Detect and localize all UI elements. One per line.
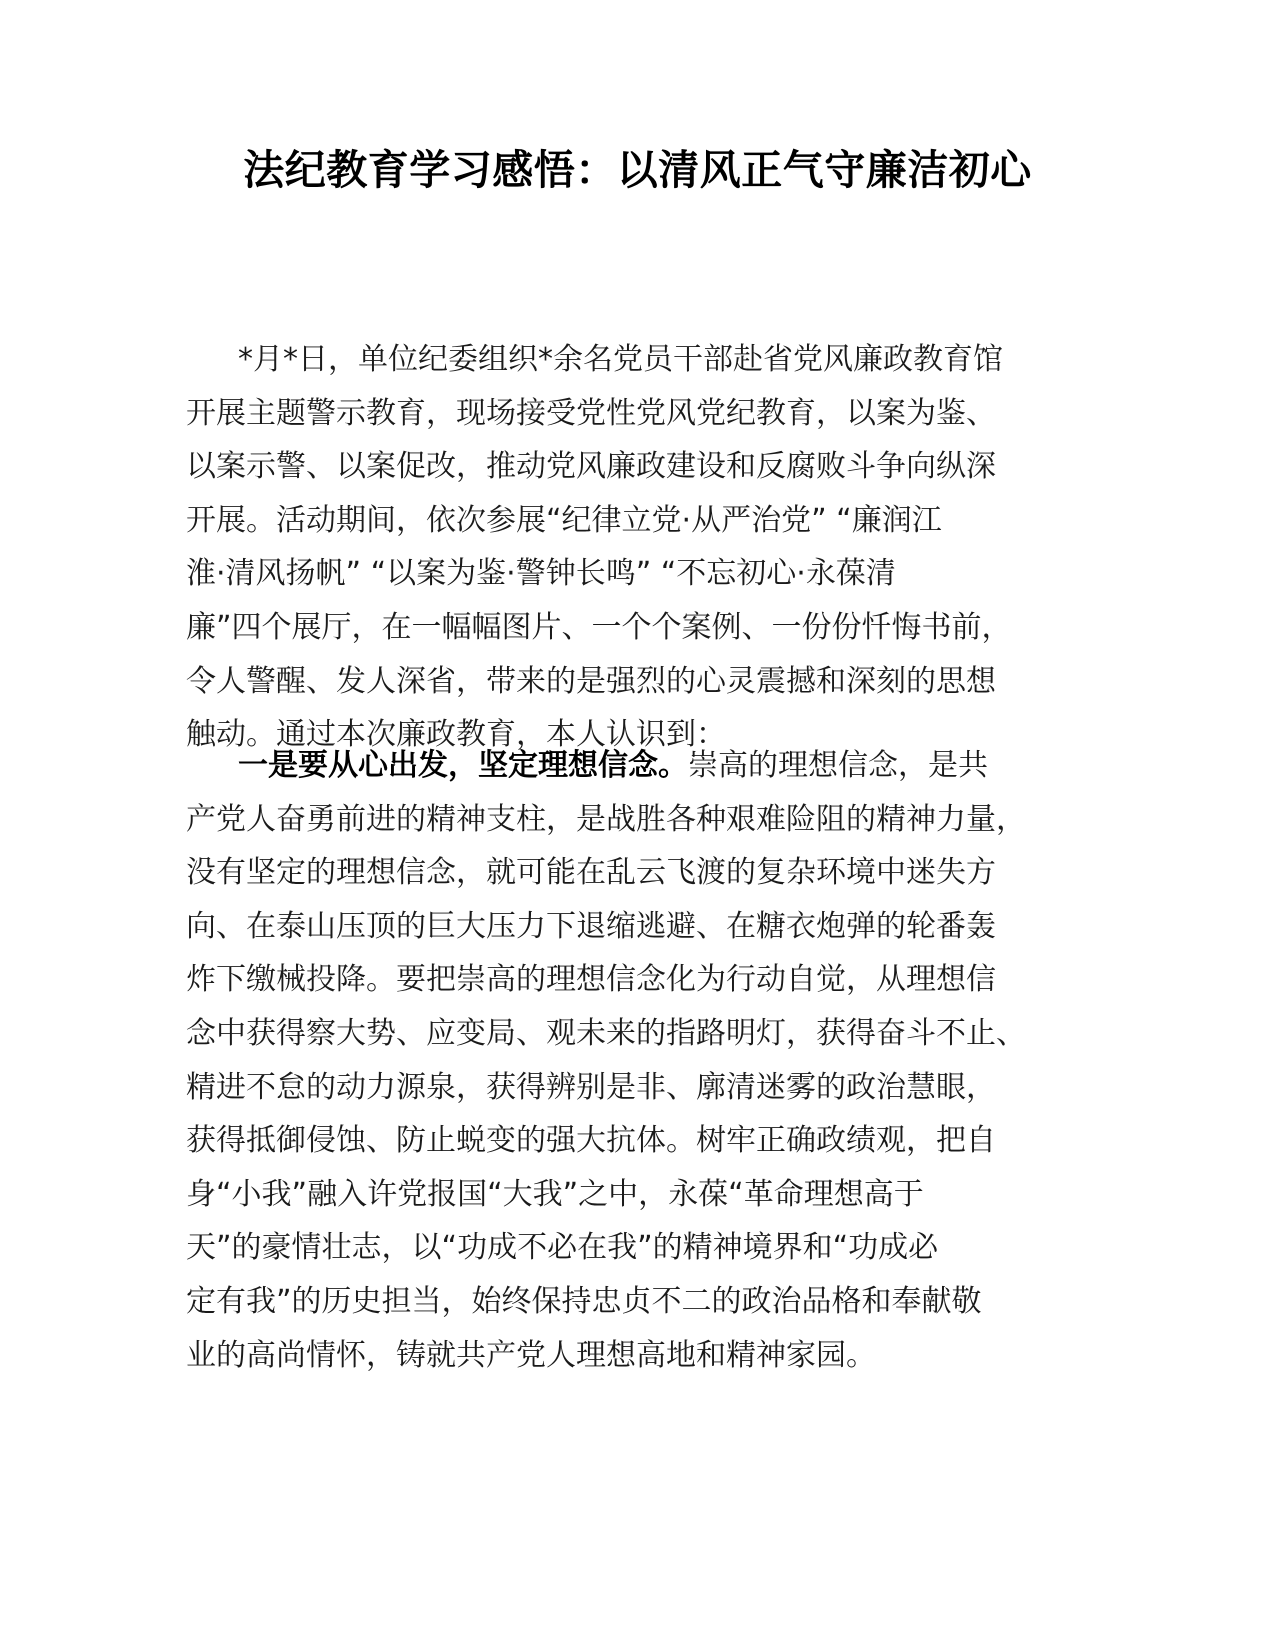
paragraph-line: *月*日，单位纪委组织*余名党员干部赴省党风廉政教育馆 [238, 342, 1003, 377]
paragraph-line: 获得抵御侵蚀、防止蜕变的强大抗体。树牢正确政绩观，把自 [186, 1123, 996, 1159]
paragraph-line: 淮·清风扬帆” “以案为鉴·警钟长鸣” “不忘初心·永葆清 [186, 556, 896, 592]
paragraph-line: 业的高尚情怀，铸就共产党人理想高地和精神家园。 [186, 1337, 876, 1373]
paragraph-first-line [186, 739, 1066, 793]
paragraph-line: 精进不怠的动力源泉，获得辨别是非、廓清迷雾的政治慧眼， [186, 1069, 996, 1105]
paragraph-line: 定有我”的历史担当，始终保持忠贞不二的政治品格和奉献敬 [186, 1283, 982, 1319]
paragraph-line: 廉”四个展厅，在一幅幅图片、一个个案例、一份份忏悔书前， [186, 609, 1012, 645]
document-title: 法纪教育学习感悟：以清风正气守廉洁初心 [243, 146, 1032, 194]
paragraph-line: 以案示警、以案促改，推动党风廉政建设和反腐败斗争向纵深 [186, 449, 996, 485]
paragraph-point-one [186, 739, 1066, 1382]
paragraph-line: 令人警醒、发人深省，带来的是强烈的心灵震撼和深刻的思想 [186, 663, 996, 699]
paragraph-line: 天”的豪情壮志，以“功成不必在我”的精神境界和“功成必 [186, 1230, 939, 1266]
paragraph-line-text: 崇高的理想信念，是共 [688, 748, 988, 783]
paragraph-line: 开展主题警示教育，现场接受党性党风党纪教育，以案为鉴、 [186, 395, 996, 431]
paragraph-line: 触动。通过本次廉政教育，本人认识到： [186, 717, 726, 753]
paragraph-line: 没有坚定的理想信念，就可能在乱云飞渡的复杂环境中迷失方 [186, 855, 996, 891]
paragraph-lead-heading: 一是要从心出发，坚定理想信念。 [238, 748, 688, 783]
paragraph-line: 身“小我”融入许党报国“大我”之中，永葆“革命理想高于 [186, 1176, 924, 1212]
paragraph-line: 炸下缴械投降。要把崇高的理想信念化为行动自觉，从理想信 [186, 962, 996, 998]
paragraph-line: 产党人奋勇前进的精神支柱，是战胜各种艰难险阻的精神力量， [186, 801, 1026, 837]
paragraph-line: 念中获得察大势、应变局、观未来的指路明灯，获得奋斗不止、 [186, 1015, 1026, 1051]
paragraph-line: 向、在泰山压顶的巨大压力下退缩逃避、在糖衣炮弹的轮番轰 [186, 908, 996, 944]
paragraph-line: 开展。活动期间，依次参展“纪律立党·从严治党” “廉润江 [186, 502, 942, 538]
paragraph-intro [186, 333, 1066, 762]
